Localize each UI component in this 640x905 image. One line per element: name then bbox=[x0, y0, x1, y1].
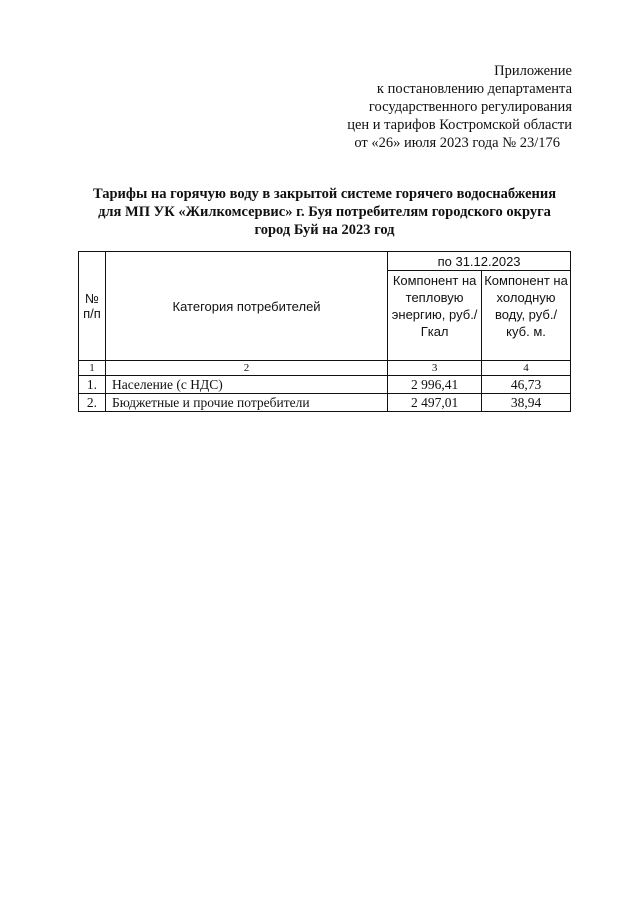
column-index: 4 bbox=[482, 361, 571, 376]
row-heat-value: 2 497,01 bbox=[388, 394, 482, 412]
appendix-line: государственного регулирования bbox=[368, 99, 572, 115]
row-cold-value: 46,73 bbox=[482, 376, 571, 394]
column-index: 1 bbox=[79, 361, 106, 376]
header-heat-component: Компонент на тепловую энергию, руб./Гкал bbox=[388, 271, 482, 361]
table-row bbox=[79, 394, 571, 412]
title-line: Тарифы на горячую воду в закрытой системе горячего водоснабжения bbox=[92, 186, 557, 202]
appendix-block bbox=[272, 62, 572, 152]
appendix-line: к постановлению департамента bbox=[376, 81, 572, 97]
appendix-line: от «26» июля 2023 года № 23/176 bbox=[354, 135, 560, 151]
row-category: Население (с НДС) bbox=[105, 376, 387, 394]
column-index-row bbox=[79, 361, 571, 376]
column-index: 2 bbox=[105, 361, 387, 376]
tariff-table bbox=[78, 251, 571, 412]
appendix-line: Приложение bbox=[494, 63, 572, 79]
row-heat-value: 2 996,41 bbox=[388, 376, 482, 394]
header-category: Категория потребителей bbox=[105, 252, 387, 361]
appendix-line: цен и тарифов Костромской области bbox=[347, 117, 572, 133]
table-row bbox=[79, 376, 571, 394]
row-cold-value: 38,94 bbox=[482, 394, 571, 412]
title-line: для МП УК «Жилкомсервис» г. Буя потребителям городского округа bbox=[98, 204, 551, 220]
row-num: 2. bbox=[79, 394, 106, 412]
row-category: Бюджетные и прочие потребители bbox=[105, 394, 387, 412]
column-index: 3 bbox=[388, 361, 482, 376]
row-num: 1. bbox=[79, 376, 106, 394]
header-num: № п/п bbox=[79, 252, 106, 361]
header-period: по 31.12.2023 bbox=[388, 252, 571, 271]
document-title bbox=[78, 185, 571, 239]
header-cold-component: Компонент на холодную воду, руб./куб. м. bbox=[482, 271, 571, 361]
title-line: город Буй на 2023 год bbox=[254, 222, 395, 238]
